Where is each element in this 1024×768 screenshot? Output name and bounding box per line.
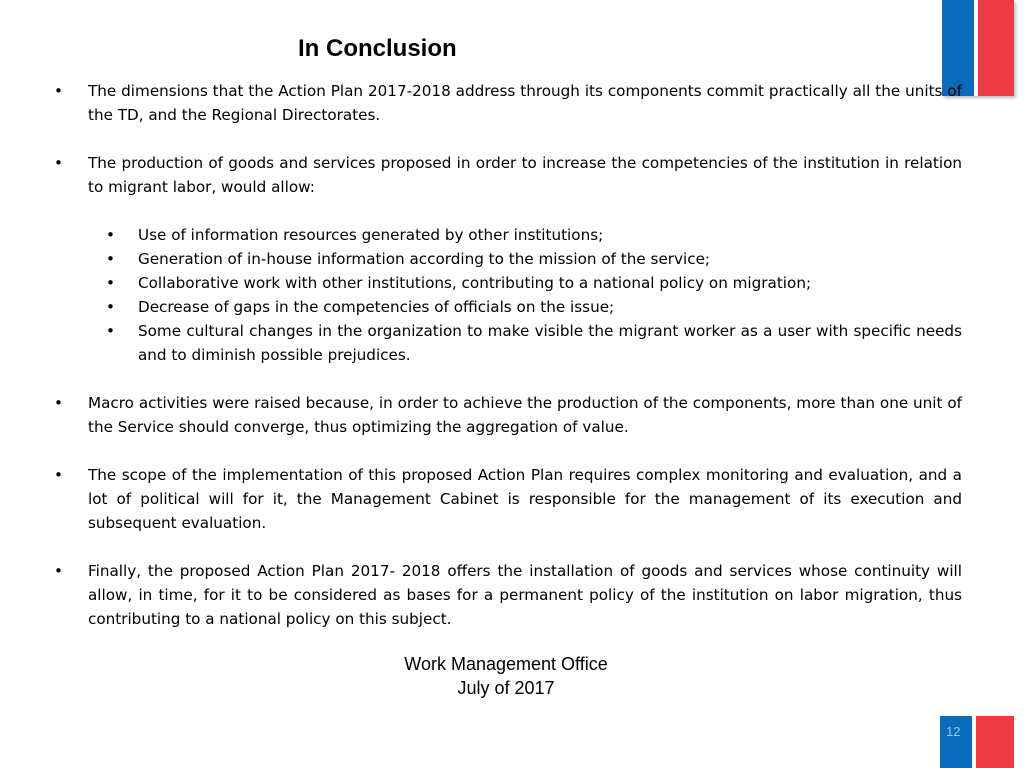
bullet-dot: • bbox=[54, 82, 63, 100]
bullet-text: The dimensions that the Action Plan 2017-2018 address through its components commit practically all the units of the TD, and the Regional Directorates. bbox=[88, 82, 962, 124]
bullet-item bbox=[52, 151, 962, 199]
flag-red-stripe bbox=[976, 716, 1014, 768]
sub-bullet-item bbox=[102, 319, 962, 367]
flag-red-stripe bbox=[978, 0, 1014, 96]
sub-bullet-item bbox=[102, 223, 962, 247]
bullet-dot: • bbox=[54, 466, 63, 484]
sub-bullet-text: Some cultural changes in the organization to make visible the migrant worker as a user with specific needs and to diminish possible prejudices. bbox=[138, 322, 962, 364]
bullet-dot: • bbox=[106, 274, 115, 292]
slide-content bbox=[52, 79, 962, 631]
sub-bullet-text: Generation of in-house information according to the mission of the service; bbox=[138, 250, 711, 268]
bullet-text: Finally, the proposed Action Plan 2017- 2018 offers the installation of goods and services whose continuity will allow, in time, for it to be considered as bases for a permanent policy of the institution on labor migration, thus contributing to a national policy on this subject. bbox=[88, 562, 962, 628]
footer-office: Work Management Office bbox=[404, 654, 608, 674]
bullet-dot: • bbox=[106, 250, 115, 268]
bullet-item bbox=[52, 559, 962, 631]
sub-bullet-text: Decrease of gaps in the competencies of officials on the issue; bbox=[138, 298, 615, 316]
footer-date: July of 2017 bbox=[457, 678, 555, 698]
sub-bullet-item bbox=[102, 271, 962, 295]
bullet-dot: • bbox=[54, 562, 63, 580]
bullet-dot: • bbox=[106, 322, 115, 340]
bullet-dot: • bbox=[106, 226, 115, 244]
bullet-dot: • bbox=[106, 298, 115, 316]
bullet-text: Macro activities were raised because, in order to achieve the production of the components, more than one unit of the Service should converge, thus optimizing the aggregation of value. bbox=[88, 394, 962, 436]
bullet-dot: • bbox=[54, 394, 63, 412]
page-number: 12 bbox=[946, 724, 961, 739]
slide-title: In Conclusion bbox=[298, 35, 457, 62]
bullet-item bbox=[52, 463, 962, 535]
sub-bullet-text: Use of information resources generated by other institutions; bbox=[138, 226, 604, 244]
bullet-text: The production of goods and services proposed in order to increase the competencies of the institution in relation to migrant labor, would allow: bbox=[88, 154, 962, 196]
bullet-text: The scope of the implementation of this proposed Action Plan requires complex monitoring and evaluation, and a lot of political will for it, the Management Cabinet is responsible for the management of its execution and subsequent evaluation. bbox=[88, 466, 962, 532]
bullet-item bbox=[52, 79, 962, 127]
sub-bullet-item bbox=[102, 295, 962, 319]
bullet-dot: • bbox=[54, 154, 63, 172]
bullet-item bbox=[52, 391, 962, 439]
sub-bullet-item bbox=[102, 247, 962, 271]
sub-bullet-text: Collaborative work with other institutions, contributing to a national policy on migration; bbox=[138, 274, 812, 292]
